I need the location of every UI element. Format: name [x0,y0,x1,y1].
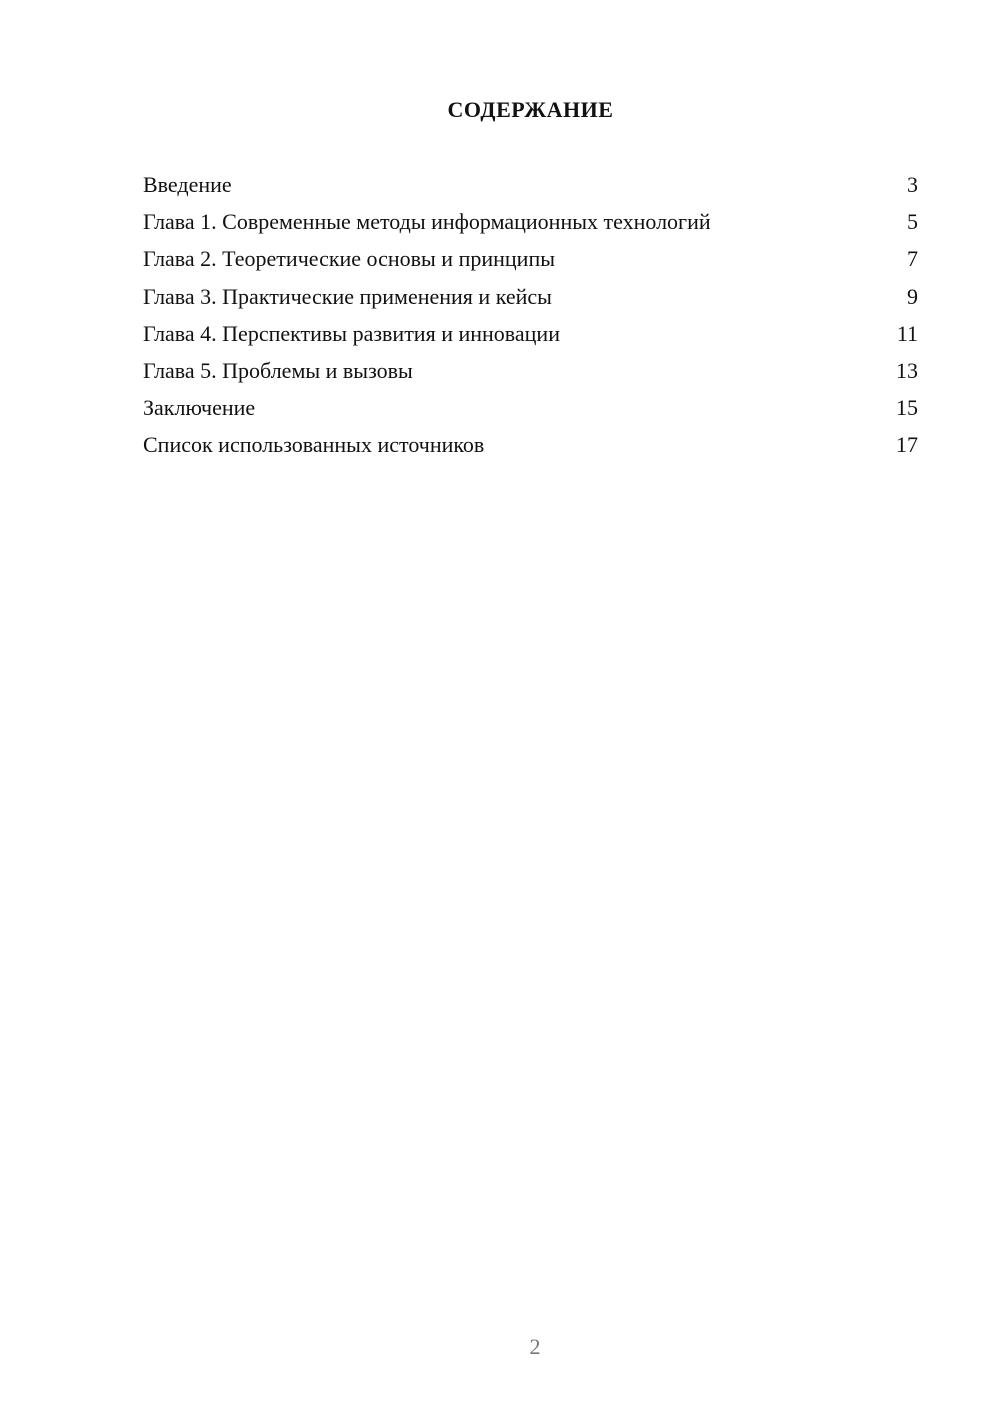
toc-entry-title: Список использованных источников [143,432,485,458]
toc-entry-page: 3 [907,172,918,197]
toc-entry-conclusion [143,391,918,428]
toc-entry-page: 9 [907,283,918,309]
toc-entry-page: 17 [896,432,918,458]
toc-entry-references [143,428,918,465]
toc-entry-title: Глава 2. Теоретические основы и принципы [143,246,556,272]
toc-heading: СОДЕРЖАНИЕ [447,97,614,122]
toc-entry-title: Глава 1. Современные методы информационных технологий [143,209,711,235]
toc-entry-page: 7 [907,246,918,272]
toc-entry-title: Заключение [143,395,256,421]
toc-entry-chapter-5 [143,354,918,391]
toc-entry-page: 15 [896,395,918,421]
toc-entry-chapter-1 [143,205,918,242]
toc-entry-title: Глава 4. Перспективы развития и инновации [143,320,560,346]
toc-entry-title: Введение [143,172,232,197]
toc-entry-chapter-3 [143,280,918,317]
toc-entry-title: Глава 5. Проблемы и вызовы [143,357,413,383]
toc-entry-page: 5 [907,209,918,235]
toc-entry-page: 13 [896,357,918,383]
table-of-contents [143,168,918,466]
toc-entry-title: Глава 3. Практические применения и кейсы [143,283,552,309]
toc-entry-page: 11 [896,320,918,346]
toc-entry-introduction [143,168,918,205]
toc-entry-chapter-2 [143,242,918,279]
page-number: 2 [529,1334,541,1359]
toc-entry-chapter-4 [143,317,918,354]
